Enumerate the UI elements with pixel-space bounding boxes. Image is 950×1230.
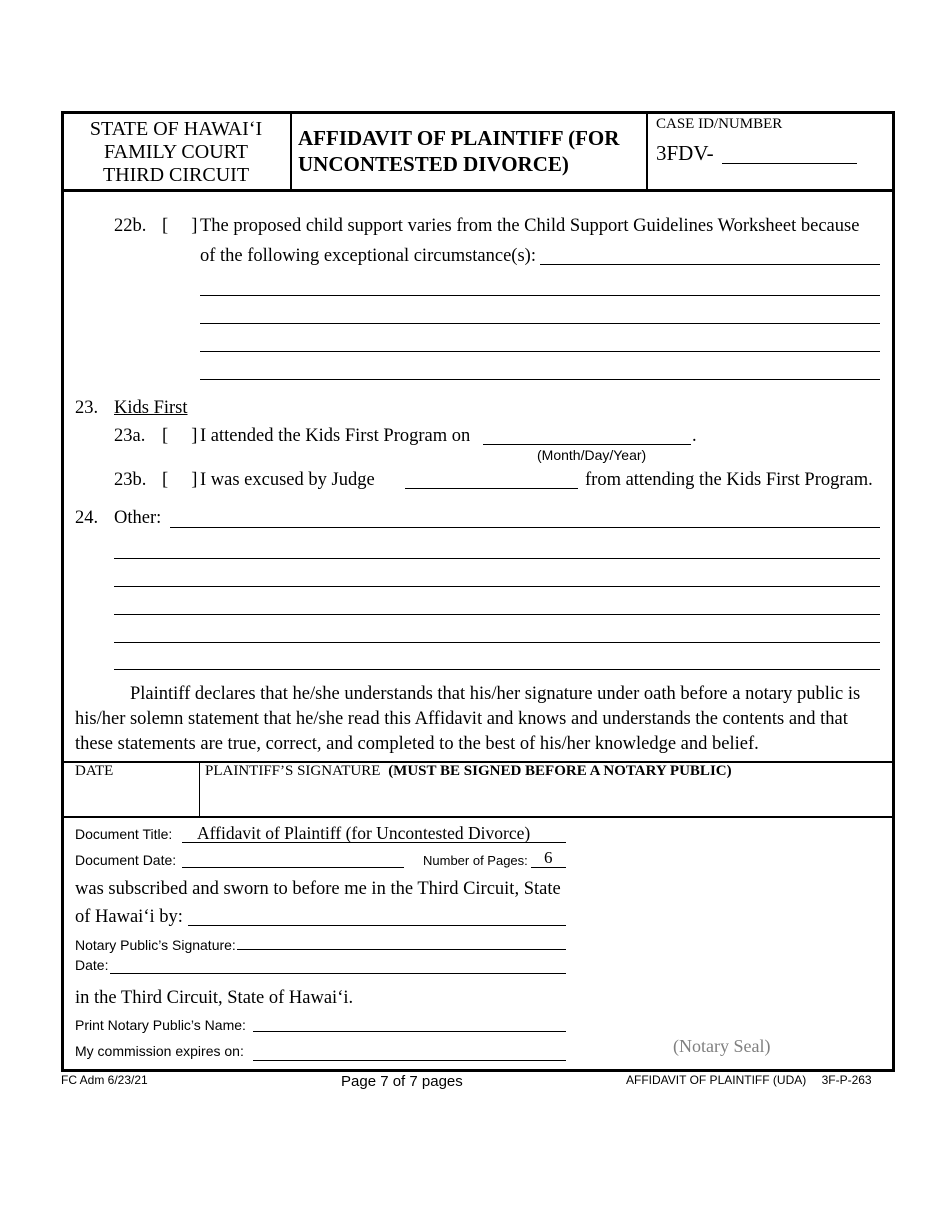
footer-form-title xyxy=(626,1073,872,1087)
item-23a-period: . xyxy=(692,426,697,446)
other-field-1[interactable] xyxy=(170,508,880,528)
signature-note: (MUST BE SIGNED BEFORE A NOTARY PUBLIC) xyxy=(388,763,732,779)
item-22b-checkbox[interactable]: [ ] xyxy=(162,216,198,236)
declaration-line2: his/her solemn statement that he/she read this Affidavit and knows and understands the contents and that xyxy=(75,709,848,729)
item-23a-number: 23a. xyxy=(114,426,146,446)
print-name-field[interactable] xyxy=(253,1014,566,1032)
circuit-line: in the Third Circuit, State of Hawai‘i. xyxy=(75,988,354,1008)
case-label: CASE ID/NUMBER xyxy=(656,116,783,132)
item-23-number: 23. xyxy=(75,398,99,418)
item-23a-checkbox[interactable]: [ ] xyxy=(162,426,198,446)
commission-field[interactable] xyxy=(253,1043,566,1061)
sworn-by-field[interactable] xyxy=(188,906,566,926)
circumstances-line-2[interactable] xyxy=(200,295,880,296)
notary-signature-label: Notary Public’s Signature: xyxy=(75,937,236,953)
item-23-heading: Kids First xyxy=(114,398,188,418)
header-bottom-rule xyxy=(61,189,895,192)
other-line-4[interactable] xyxy=(114,614,880,615)
doc-date-label: Document Date: xyxy=(75,852,177,868)
doc-title-label: Document Title: xyxy=(75,826,173,842)
form-title xyxy=(298,125,619,177)
notary-seal-label: (Notary Seal) xyxy=(673,1036,771,1056)
footer-form-title-text: AFFIDAVIT OF PLAINTIFF (UDA) xyxy=(626,1073,807,1087)
plaintiff-signature-label: PLAINTIFF’S SIGNATURE xyxy=(205,763,381,779)
signature-bottom-rule xyxy=(61,816,895,818)
declaration-line3: these statements are true, correct, and completed to the best of his/her knowledge and belief. xyxy=(75,734,759,754)
circumstances-line-3[interactable] xyxy=(200,323,880,324)
other-line-2[interactable] xyxy=(114,558,880,559)
pages-label: Number of Pages: xyxy=(423,853,528,868)
sworn-line1: was subscribed and sworn to before me in the Third Circuit, State xyxy=(75,879,561,899)
signature-date-field[interactable] xyxy=(64,785,196,813)
item-22b-text-line2: of the following exceptional circumstance(s): xyxy=(200,246,536,266)
case-prefix: 3FDV- xyxy=(656,141,714,165)
signature-date-label: DATE xyxy=(75,763,114,779)
item-24-number: 24. xyxy=(75,508,99,528)
notary-date-label: Date: xyxy=(75,957,109,973)
date-caption: (Month/Day/Year) xyxy=(537,447,647,463)
declaration-line1: Plaintiff declares that he/she understands that his/her signature under oath before a notary public is xyxy=(130,684,861,704)
court-state: STATE OF HAWAI‘I xyxy=(89,118,263,140)
item-23b-text: I was excused by Judge xyxy=(200,470,375,490)
item-22b-text-line1: The proposed child support varies from the Child Support Guidelines Worksheet because xyxy=(200,216,860,236)
notary-date-field[interactable] xyxy=(110,957,566,974)
footer-form-number: 3F-P-263 xyxy=(821,1073,872,1087)
judge-name-field[interactable] xyxy=(405,470,578,489)
item-22b-number: 22b. xyxy=(114,216,147,236)
header-divider-1 xyxy=(290,113,292,191)
item-23b-number: 23b. xyxy=(114,470,147,490)
court-block xyxy=(64,118,288,187)
item-23b-tail: from attending the Kids First Program. xyxy=(585,470,873,490)
plaintiff-signature-field[interactable] xyxy=(202,785,892,813)
other-line-6[interactable] xyxy=(114,669,880,670)
sworn-line2: of Hawai‘i by: xyxy=(75,907,183,927)
case-number-field[interactable] xyxy=(722,145,857,164)
notary-signature-field[interactable] xyxy=(237,933,566,950)
court-circuit: THIRD CIRCUIT xyxy=(102,164,250,186)
circumstances-line-5[interactable] xyxy=(200,379,880,380)
pages-value: 6 xyxy=(544,848,553,867)
print-name-label: Print Notary Public’s Name: xyxy=(75,1017,246,1033)
header-divider-2 xyxy=(646,113,648,191)
other-line-5[interactable] xyxy=(114,642,880,643)
circumstances-line-4[interactable] xyxy=(200,351,880,352)
form-title-line1: AFFIDAVIT OF PLAINTIFF (FOR xyxy=(298,126,620,150)
kids-first-date-field[interactable] xyxy=(483,426,691,445)
circumstances-field-1[interactable] xyxy=(540,246,880,265)
doc-date-field[interactable] xyxy=(182,850,404,868)
court-name: FAMILY COURT xyxy=(103,141,249,163)
signature-divider xyxy=(199,762,200,816)
footer-form-code: FC Adm 6/23/21 xyxy=(61,1073,148,1087)
doc-title-value: Affidavit of Plaintiff (for Uncontested Divorce) xyxy=(197,823,531,843)
item-23a-text: I attended the Kids First Program on xyxy=(200,426,471,446)
item-24-label: Other: xyxy=(114,508,162,528)
item-23b-checkbox[interactable]: [ ] xyxy=(162,470,198,490)
footer-page-label: Page 7 of 7 pages xyxy=(341,1073,463,1090)
other-line-3[interactable] xyxy=(114,586,880,587)
signature-label xyxy=(205,763,732,780)
form-title-line2: UNCONTESTED DIVORCE) xyxy=(298,152,569,176)
commission-label: My commission expires on: xyxy=(75,1043,244,1059)
